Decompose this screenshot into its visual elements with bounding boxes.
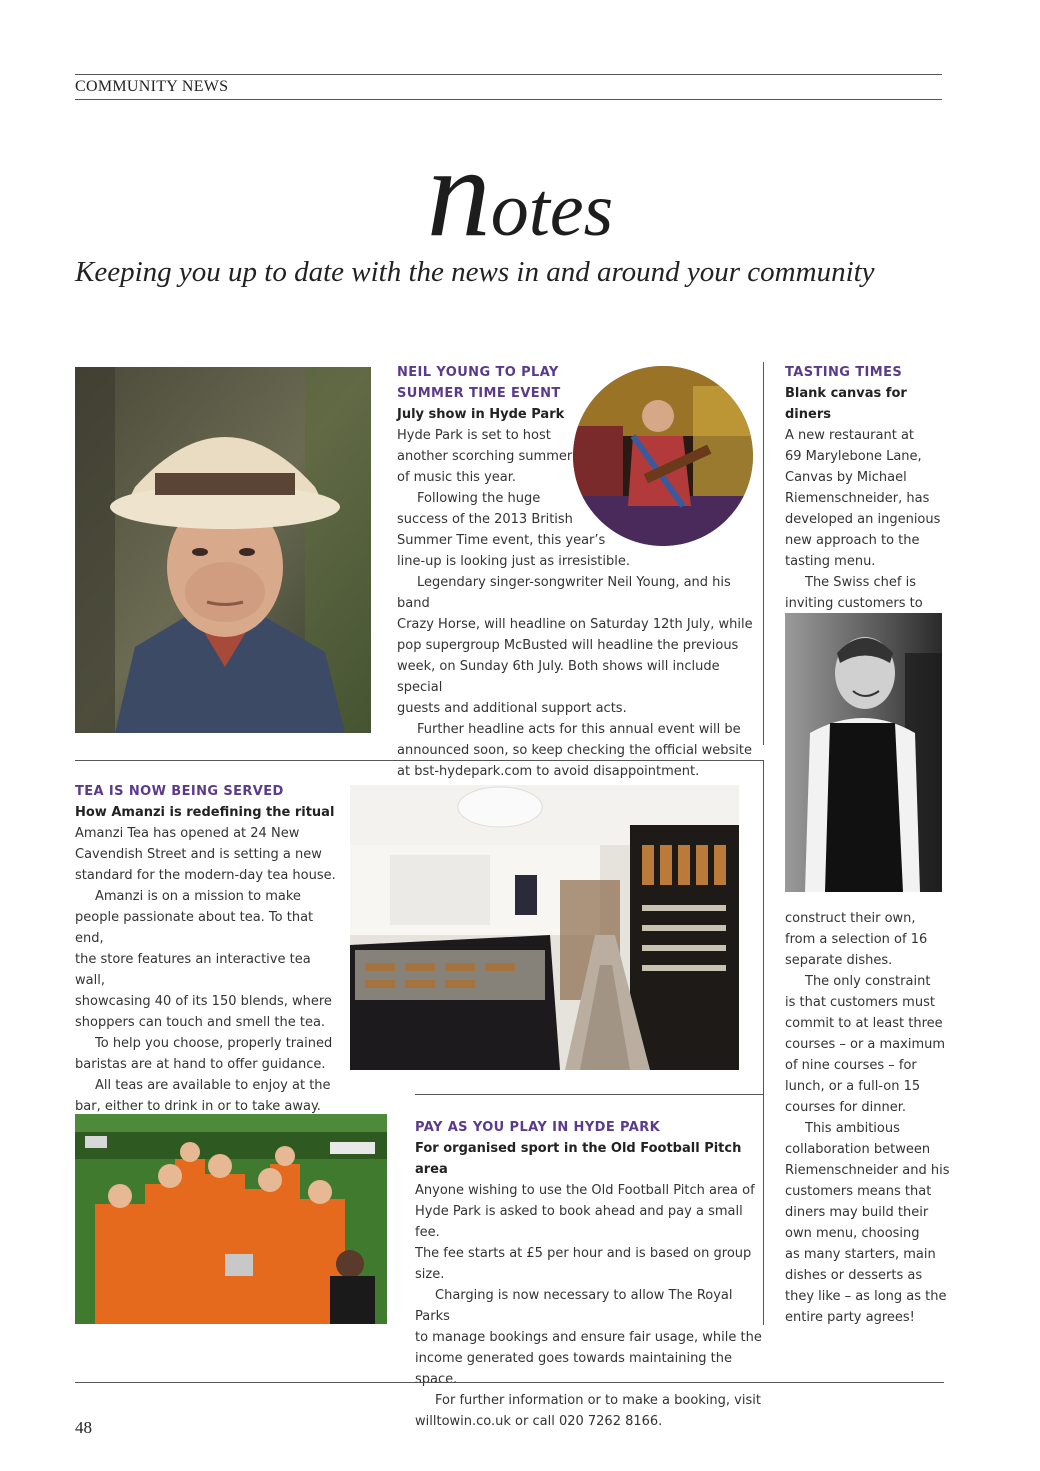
story-line: Riemenschneider and his: [785, 1163, 950, 1178]
story-line: standard for the modern-day tea house.: [75, 868, 336, 883]
story-line: pop supergroup McBusted will headline the previous: [397, 638, 739, 653]
hyde-park-sport-story: [415, 1117, 765, 1432]
story-line: Amanzi Tea has opened at 24 New: [75, 826, 300, 841]
story-line: they like – as long as the: [785, 1289, 947, 1304]
story-kicker: NEIL YOUNG TO PLAY: [397, 365, 559, 380]
masthead-tagline: Keeping you up to date with the news in and around your community: [75, 256, 875, 288]
story-line: people passionate about tea. To that end,: [75, 910, 314, 946]
story-line: collaboration between: [785, 1142, 931, 1157]
story-line: 69 Marylebone Lane,: [785, 449, 922, 464]
story-kicker: TEA IS NOW BEING SERVED: [75, 784, 284, 799]
story-line: commit to at least three: [785, 1016, 943, 1031]
story-line: as many starters, main: [785, 1247, 936, 1262]
story-line: shoppers can touch and smell the tea.: [75, 1015, 326, 1030]
story-line: line-up is looking just as irresistible.: [397, 554, 630, 569]
story-subheading: July show in Hyde Park: [397, 407, 565, 422]
story-line: All teas are available to enjoy at the: [95, 1078, 331, 1093]
story-line: income generated goes towards maintaining the space.: [415, 1351, 733, 1387]
top-rule-2: [75, 99, 942, 100]
story-line: Following the huge: [417, 491, 541, 506]
story-line: For further information or to make a booking, visit: [435, 1393, 761, 1408]
story-line: This ambitious: [805, 1121, 900, 1136]
story-line: of music this year.: [397, 470, 517, 485]
story-line: courses – or a maximum: [785, 1037, 946, 1052]
tea-shop-interior-photo: [350, 785, 739, 1070]
masthead-initial: n: [426, 121, 491, 263]
story-line: new approach to the: [785, 533, 920, 548]
story-kicker: SUMMER TIME EVENT: [397, 386, 561, 401]
story-line: The fee starts at £5 per hour and is based on group size.: [415, 1246, 752, 1282]
story-line: Charging is now necessary to allow The Royal Parks: [415, 1288, 733, 1324]
story-line: separate dishes.: [785, 953, 893, 968]
story-line: showcasing 40 of its 150 blends, where: [75, 994, 332, 1009]
story-line: Summer Time event, this year’s: [397, 533, 606, 548]
story-line: guests and additional support acts.: [397, 701, 627, 716]
story-subheading: For organised sport in the Old Football Pitch area: [415, 1141, 742, 1177]
story-line: the store features an interactive tea wall,: [75, 952, 311, 988]
story-line: Further headline acts for this annual event will be: [417, 722, 741, 737]
story-line: another scorching summer: [397, 449, 573, 464]
section-divider: [415, 1094, 763, 1095]
story-line: announced soon, so keep checking the official website: [397, 743, 753, 758]
story-line: willtowin.co.uk or call 020 7262 8166.: [415, 1414, 663, 1429]
story-line: construct their own,: [785, 911, 916, 926]
column-divider: [763, 362, 764, 745]
story-line: developed an ingenious: [785, 512, 941, 527]
chef-photo: [785, 613, 942, 892]
tasting-times-story-continued: [785, 908, 950, 1328]
story-kicker: TASTING TIMES: [785, 365, 903, 380]
story-line: dishes or desserts as: [785, 1268, 923, 1283]
masthead-title: [0, 121, 1040, 263]
story-line: courses for dinner.: [785, 1100, 906, 1115]
story-line: Riemenschneider, has: [785, 491, 930, 506]
story-line: Canvas by Michael: [785, 470, 907, 485]
story-line: diners may build their: [785, 1205, 929, 1220]
masthead-rest: otes: [490, 168, 614, 252]
story-line: inviting customers to: [785, 596, 923, 611]
story-line: from a selection of 16: [785, 932, 928, 947]
page-number: 48: [75, 1418, 92, 1437]
story-line: Amanzi is on a mission to make: [95, 889, 301, 904]
tea-story: [75, 781, 343, 1117]
football-team-photo: [75, 1114, 387, 1324]
story-kicker: PAY AS YOU PLAY IN HYDE PARK: [415, 1120, 661, 1135]
tasting-times-story: [785, 362, 950, 614]
story-line: Crazy Horse, will headline on Saturday 12th July, while: [397, 617, 753, 632]
story-line: lunch, or a full-on 15: [785, 1079, 921, 1094]
concert-circle-photo: [573, 366, 753, 546]
story-line: Legendary singer-songwriter Neil Young, and his band: [397, 575, 731, 611]
story-line: bar, either to drink in or to take away.: [75, 1099, 321, 1114]
story-line: success of the 2013 British: [397, 512, 573, 527]
story-line: The Swiss chef is: [805, 575, 916, 590]
neil-young-portrait-photo: [75, 367, 371, 733]
story-line: A new restaurant at: [785, 428, 915, 443]
story-subheading: How Amanzi is redefining the ritual: [75, 805, 335, 820]
story-line: To help you choose, properly trained: [95, 1036, 333, 1051]
top-rule-1: [75, 74, 942, 75]
story-line: Anyone wishing to use the Old Football Pitch area of: [415, 1183, 755, 1198]
story-line: The only constraint: [805, 974, 931, 989]
story-line: own menu, choosing: [785, 1226, 920, 1241]
story-line: Hyde Park is asked to book ahead and pay a small fee.: [415, 1204, 743, 1240]
story-line: tasting menu.: [785, 554, 876, 569]
story-line: of nine courses – for: [785, 1058, 917, 1073]
story-line: at bst-hydepark.com to avoid disappointment.: [397, 764, 700, 779]
story-line: baristas are at hand to offer guidance.: [75, 1057, 326, 1072]
section-label: COMMUNITY NEWS: [75, 78, 229, 95]
story-subheading: Blank canvas for diners: [785, 386, 907, 422]
story-line: is that customers must: [785, 995, 935, 1010]
story-line: customers means that: [785, 1184, 932, 1199]
section-divider: [75, 760, 763, 761]
story-line: week, on Sunday 6th July. Both shows will include special: [397, 659, 720, 695]
story-line: to manage bookings and ensure fair usage, while the: [415, 1330, 762, 1345]
story-line: entire party agrees!: [785, 1310, 915, 1325]
story-line: Hyde Park is set to host: [397, 428, 551, 443]
story-line: Cavendish Street and is setting a new: [75, 847, 322, 862]
bottom-rule: [75, 1382, 944, 1383]
